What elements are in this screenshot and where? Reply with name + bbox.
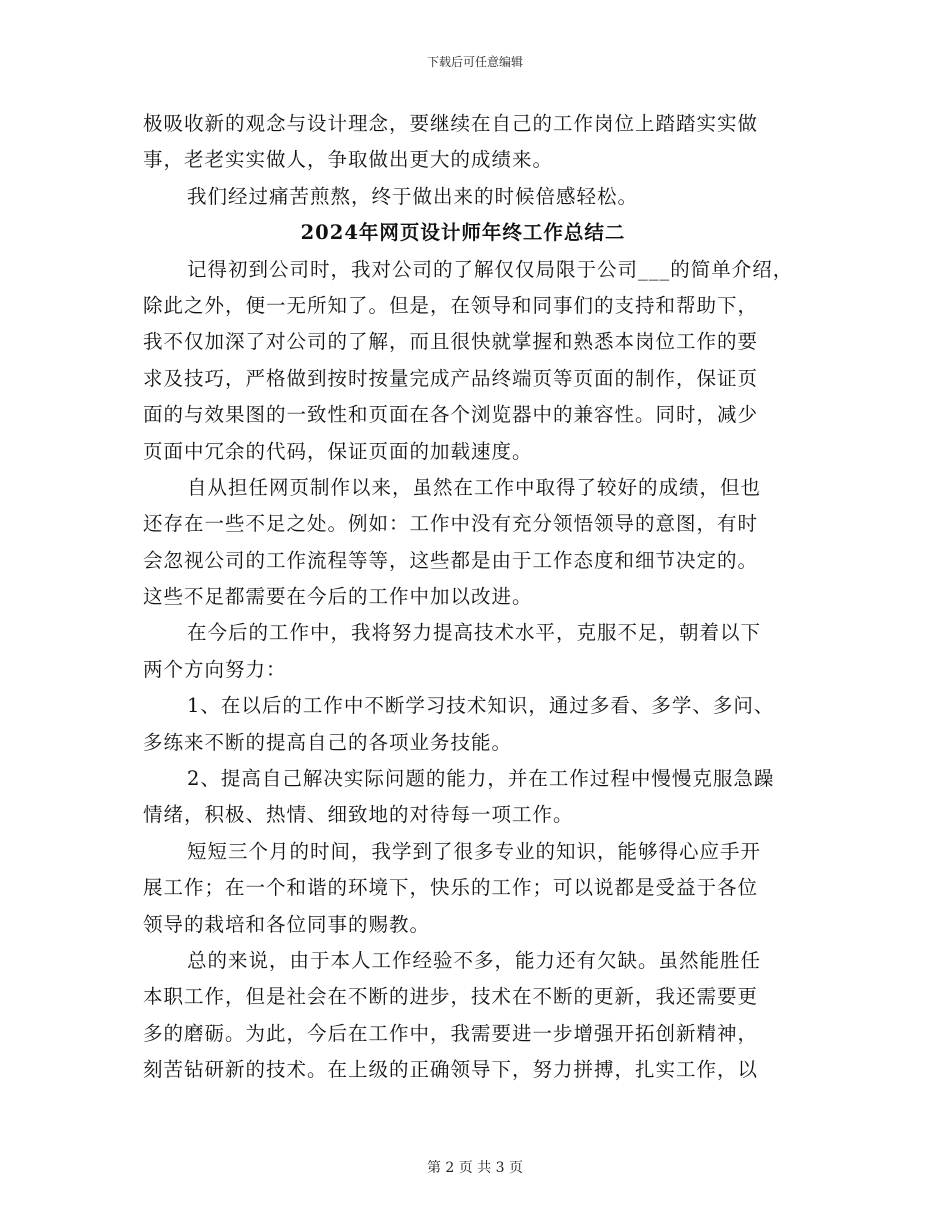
body-line: 多练来不断的提高自己的各项业务技能。	[143, 730, 513, 754]
body-line: 我不仅加深了对公司的了解，而且很快就掌握和熟悉本岗位工作的要	[143, 330, 759, 354]
body-line: 会忽视公司的工作流程等等，这些都是由于工作态度和细节决定的。	[143, 548, 759, 572]
body-line: 求及技巧，严格做到按时按量完成产品终端页等页面的制作，保证页	[143, 366, 759, 390]
list-item-2-start: 2、提高自己解决实际问题的能力，并在工作过程中慢慢克服急躁	[187, 767, 775, 791]
document-body	[143, 106, 823, 1089]
paragraph-start-line: 短短三个月的时间，我学到了很多专业的知识，能够得心应手开	[187, 839, 762, 863]
body-line: 面的与效果图的一致性和页面在各个浏览器中的兼容性。同时，减少	[143, 403, 759, 427]
body-line: 极吸收新的观念与设计理念，要继续在自己的工作岗位上踏踏实实做	[143, 112, 759, 135]
paragraph-start-line: 自从担任网页制作以来，虽然在工作中取得了较好的成绩，但也	[187, 475, 762, 499]
body-line: 情绪，积极、热情、细致地的对待每一项工作。	[143, 803, 574, 827]
paragraph-start-line: 总的来说，由于本人工作经验不多，能力还有欠缺。虽然能胜任	[187, 948, 762, 972]
body-line: 两个方向努力：	[143, 657, 287, 681]
page-header-note: 下载后可任意编辑	[426, 55, 523, 69]
paragraph-start-line: 记得初到公司时，我对公司的了解仅仅局限于公司___的简单介绍，	[187, 257, 794, 281]
body-line: 这些不足都需要在今后的工作中加以改进。	[143, 585, 533, 609]
body-line: 领导的栽培和各位同事的赐教。	[143, 912, 431, 936]
body-line: 多的磨砺。为此，今后在工作中，我需要进一步增强开拓创新精神，	[143, 1021, 759, 1045]
body-line: 本职工作，但是社会在不断的进步，技术在不断的更新，我还需要更	[143, 985, 759, 1009]
body-line: 刻苦钻研新的技术。在上级的正确领导下，努力拼搏，扎实工作，以	[143, 1058, 759, 1082]
body-line: 页面中冗余的代码，保证页面的加载速度。	[143, 439, 533, 463]
body-line: 展工作；在一个和谐的环境下，快乐的工作；可以说都是受益于各位	[143, 876, 759, 900]
list-item-1-start: 1、在以后的工作中不断学习技术知识，通过多看、多学、多问、	[187, 694, 775, 718]
body-line: 还存在一些不足之处。例如：工作中没有充分领悟领导的意图，有时	[143, 512, 759, 536]
page-number-footer: 第 2 页 共 3 页	[426, 1160, 524, 1176]
body-line: 除此之外，便一无所知了。但是，在领导和同事们的支持和帮助下，	[143, 293, 759, 317]
body-line: 事，老老实实做人，争取做出更大的成绩来。	[143, 148, 554, 172]
paragraph-start-line: 在今后的工作中，我将努力提高技术水平，克服不足，朝着以下	[187, 621, 762, 645]
paragraph-start-line: 我们经过痛苦煎熬，终于做出来的时候倍感轻松。	[187, 184, 639, 208]
section-title: 2024年网页设计师年终工作总结二	[300, 221, 626, 245]
